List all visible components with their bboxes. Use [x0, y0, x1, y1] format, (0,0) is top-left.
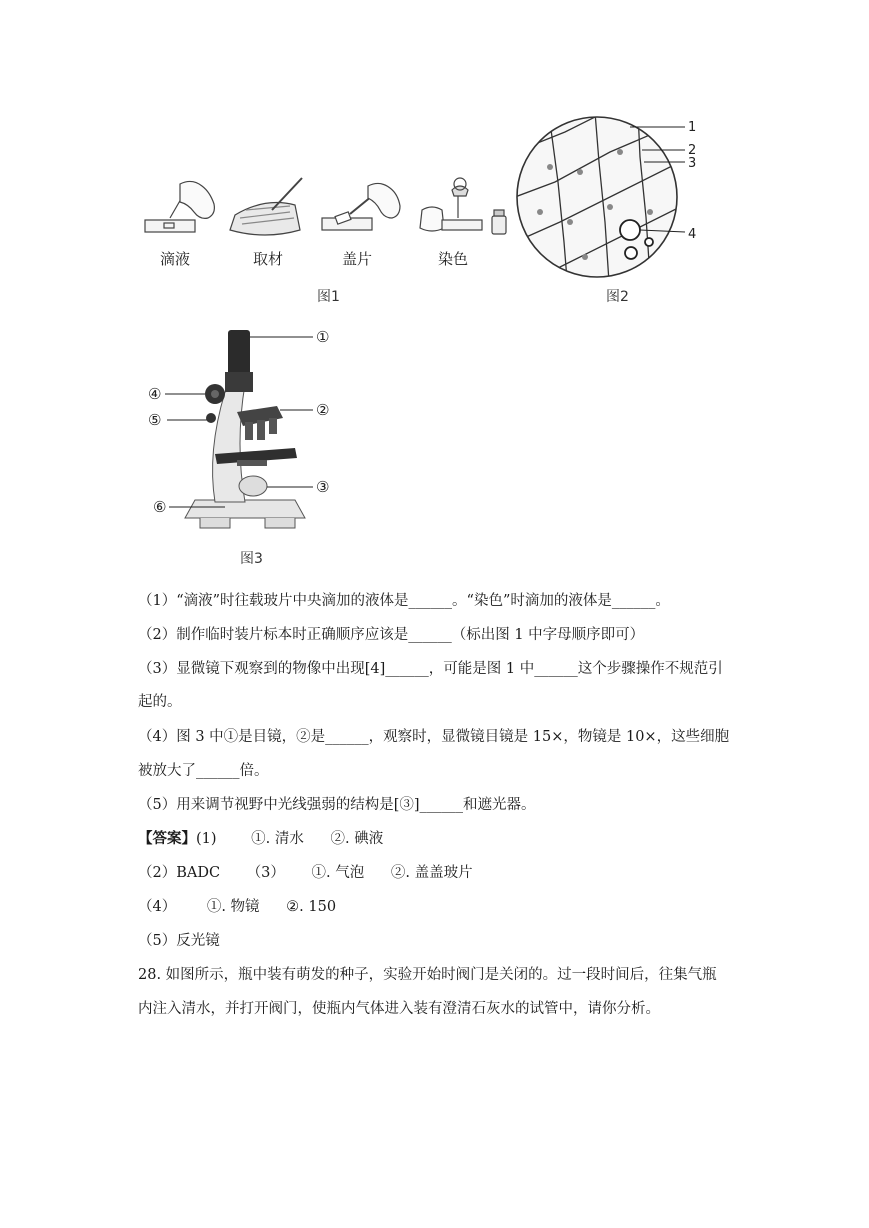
question-1: （1）“滴液”时往载玻片中央滴加的液体是______。“染色”时滴加的液体是______。	[138, 593, 670, 609]
answer-4-number: （4）	[138, 899, 177, 915]
figure-2	[510, 112, 710, 312]
answer-1	[138, 829, 383, 849]
figure-1-illustrations	[140, 170, 510, 250]
figure-2-cell-view	[510, 112, 710, 282]
answer-4-part-2: ②. 150	[286, 899, 337, 915]
microscope-label-coarse-knob: ④	[148, 385, 162, 403]
step-label-drip: 滴液	[159, 250, 190, 268]
answer-5: （5）反光镜	[138, 933, 220, 949]
step-cover-slip-illustration	[322, 183, 400, 230]
figure-2-label-4: 4	[688, 227, 697, 242]
microscope-label-fine-knob: ⑤	[148, 411, 162, 429]
answer-label: 【答案】	[138, 830, 196, 847]
step-label-stain: 染色	[437, 250, 468, 268]
question-4-line-2: 被放大了______倍。	[138, 763, 269, 779]
figure-1	[140, 170, 510, 310]
question-2: （2）制作临时装片标本时正确顺序应该是______（标出图 1 中字母顺序即可）	[138, 627, 645, 643]
step-take-material-illustration	[230, 178, 302, 235]
question-4-line-1: （4）图 3 中①是目镜，②是______，观察时，显微镜目镜是 15×，物镜是 10×，这些细胞	[138, 729, 730, 745]
microscope-label-eyepiece: ①	[316, 328, 330, 346]
answer-1-number: (1)	[196, 831, 217, 847]
question-3-line-2: 起的。	[138, 694, 182, 710]
figure-2-label-3: 3	[688, 156, 697, 171]
question-28-line-1: 28. 如图所示，瓶中装有萌发的种子，实验开始时阀门是关闭的。过一段时间后，往集气瓶	[138, 967, 717, 983]
answer-2: （2）BADC	[138, 865, 221, 881]
answer-4	[138, 897, 336, 917]
question-28-line-2: 内注入清水，并打开阀门，使瓶内气体进入装有澄清石灰水的试管中，请你分析。	[138, 1001, 660, 1017]
microscope-label-base: ⑥	[153, 498, 167, 516]
answer-4-part-1: ①. 物镜	[206, 899, 260, 915]
step-stain-illustration	[420, 178, 506, 234]
answer-3-part-2: ②. 盖盖玻片	[390, 865, 473, 881]
figure-3	[145, 322, 345, 572]
question-5: （5）用来调节视野中光线强弱的结构是[③]______和遮光器。	[138, 797, 536, 813]
figure-1-caption: 图1	[317, 289, 340, 305]
microscope-label-objective: ②	[316, 401, 330, 419]
step-label-take-material: 取材	[252, 250, 283, 268]
answer-3-number: （3）	[246, 865, 285, 881]
figure-2-label-1: 1	[688, 120, 697, 135]
microscope-illustration	[145, 322, 345, 547]
answer-2-3	[138, 863, 473, 883]
answer-1-part-2: ②. 碘液	[330, 831, 384, 847]
answer-1-part-1: ①. 清水	[251, 831, 304, 847]
answer-3-part-1: ①. 气泡	[311, 865, 365, 881]
step-label-cover-slip: 盖片	[341, 250, 372, 268]
microscope-label-mirror: ③	[316, 478, 330, 496]
figure-2-caption: 图2	[606, 289, 629, 305]
figure-3-caption: 图3	[240, 551, 263, 567]
question-3-line-1: （3）显微镜下观察到的物像中出现[4]______，可能是图 1 中______这个步骤操作不规范引	[138, 661, 723, 677]
step-drip-illustration	[145, 181, 214, 232]
figure-2-label-2: 2	[688, 143, 697, 158]
